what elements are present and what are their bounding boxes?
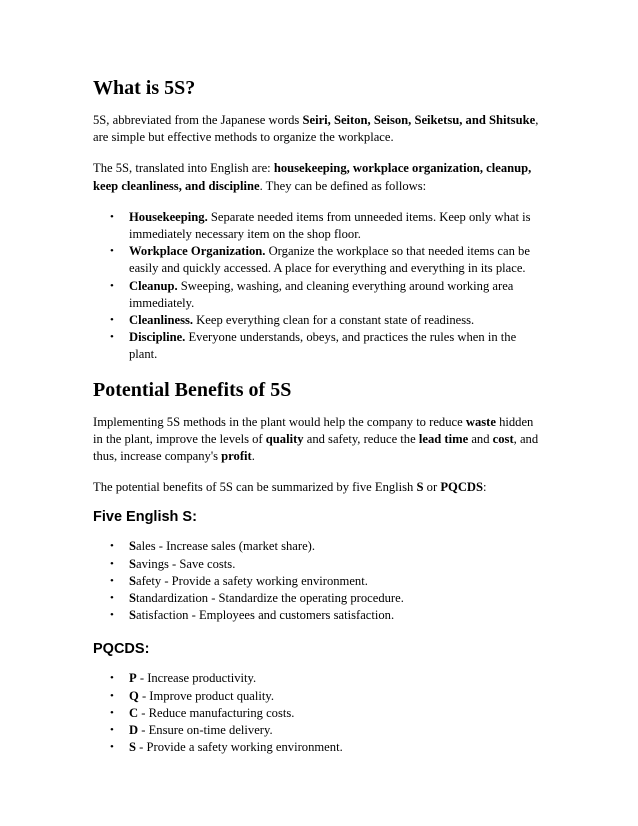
list-item: • Housekeeping. Separate needed items from unneeded items. Keep only what is immediately necessary item on the shop floor. — [110, 209, 531, 242]
list-item: • Workplace Organization. Organize the workplace so that needed items can be easily and quickly accessed. A place for everything and everything in its place. — [110, 244, 530, 276]
bullet-icon: • — [110, 724, 114, 737]
bullet-icon: • — [110, 557, 114, 570]
bullet-icon: • — [110, 609, 114, 622]
list-item: • D - Ensure on-time delivery. — [93, 722, 545, 739]
list-item: • P - Increase productivity. — [93, 670, 545, 687]
heading-five-english-s: Five English S: — [93, 509, 197, 526]
bullet-icon: • — [110, 672, 114, 685]
bullet-icon: • — [110, 245, 114, 258]
pqcds-list — [93, 670, 545, 756]
list-item: • Satisfaction - Employees and customers satisfaction. — [93, 607, 545, 624]
bullet-icon: • — [110, 689, 114, 702]
five-s-definitions-list — [93, 209, 545, 364]
list-item: • Q - Improve product quality. — [93, 688, 545, 705]
intro-paragraph: 5S, abbreviated from the Japanese words Seiri, Seiton, Seison, Seiketsu, and Shitsuke, are simple but effective methods to organize the workplace. — [93, 113, 539, 145]
five-english-s-list — [93, 538, 545, 624]
list-item: • C - Reduce manufacturing costs. — [93, 705, 545, 722]
translation-paragraph: The 5S, translated into English are: housekeeping, workplace organization, cleanup, keep cleanliness, and discipline. They can be defined as follows: — [93, 161, 532, 193]
list-item: • Cleanliness. Keep everything clean for a constant state of readiness. — [93, 312, 545, 329]
list-item: • Savings - Save costs. — [93, 556, 545, 573]
list-item: • Safety - Provide a safety working environment. — [93, 573, 545, 590]
bullet-icon: • — [110, 574, 114, 587]
heading-pqcds: PQCDS: — [93, 641, 150, 658]
list-item: • Discipline. Everyone understands, obeys, and practices the rules when in the plant. — [110, 330, 517, 362]
bullet-icon: • — [110, 592, 114, 605]
list-item: • Cleanup. Sweeping, washing, and cleaning everything around working area immediately. — [110, 278, 514, 310]
heading-what-is-5s: What is 5S? — [93, 77, 196, 99]
benefits-paragraph: Implementing 5S methods in the plant would help the company to reduce waste hidden in the plant, improve the levels of quality and safety, reduce the lead time and cost, and thus, increase company's profit. — [93, 414, 539, 464]
list-item: • Standardization - Standardize the operating procedure. — [93, 590, 545, 607]
summary-paragraph: The potential benefits of 5S can be summarized by five English S or PQCDS: — [93, 480, 487, 495]
document-page — [93, 70, 545, 756]
list-item: • S - Provide a safety working environment. — [93, 739, 545, 756]
bullet-icon: • — [110, 210, 114, 223]
list-item: • Sales - Increase sales (market share). — [93, 538, 545, 555]
bullet-icon: • — [110, 314, 114, 327]
bullet-icon: • — [110, 706, 114, 719]
heading-potential-benefits: Potential Benefits of 5S — [93, 378, 292, 401]
bullet-icon: • — [110, 331, 114, 344]
bullet-icon: • — [110, 279, 114, 292]
bullet-icon: • — [110, 540, 114, 553]
bullet-icon: • — [110, 741, 114, 754]
